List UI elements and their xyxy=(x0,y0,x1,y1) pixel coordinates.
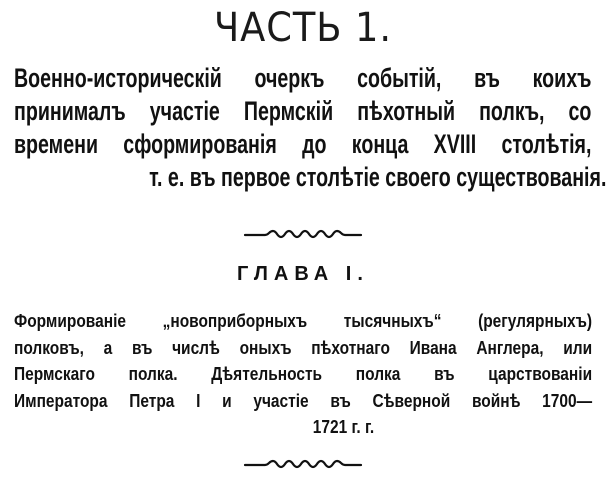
subtitle-line: принималъ участіе Пермскій пѣхотный полкъ, со xyxy=(14,96,592,126)
subtitle-line: времени сформированія до конца XVIII столѣтія, xyxy=(14,129,592,159)
summary-line: Пермскаго полка. Дѣятельность полка въ царствованіи xyxy=(14,364,593,385)
subtitle-line: т. е. въ первое столѣтіе своего существованія. xyxy=(149,162,606,192)
wavy-rule-icon xyxy=(243,458,363,470)
part-subtitle xyxy=(14,62,606,194)
summary-line: 1721 г. г. xyxy=(312,417,375,438)
part-title: ЧАСТЬ 1. xyxy=(214,5,392,51)
summary-line: Формированіе „новоприборныхъ тысячныхъ“ (регулярныхъ) xyxy=(14,311,593,331)
chapter-summary xyxy=(14,308,592,441)
chapter-heading: ГЛАВА I. xyxy=(237,263,369,285)
subtitle-line: Военно-историческій очеркъ событій, въ коихъ xyxy=(14,63,592,93)
summary-line: полковъ, а въ числѣ оныхъ пѣхотнаго Ивана Англера, или xyxy=(14,337,593,358)
ornamental-divider xyxy=(0,458,606,470)
wavy-rule-icon xyxy=(243,228,363,240)
ornamental-divider xyxy=(0,228,606,240)
summary-line: Императора Петра I и участіе въ Сѣверной войнѣ 1700— xyxy=(14,390,593,411)
